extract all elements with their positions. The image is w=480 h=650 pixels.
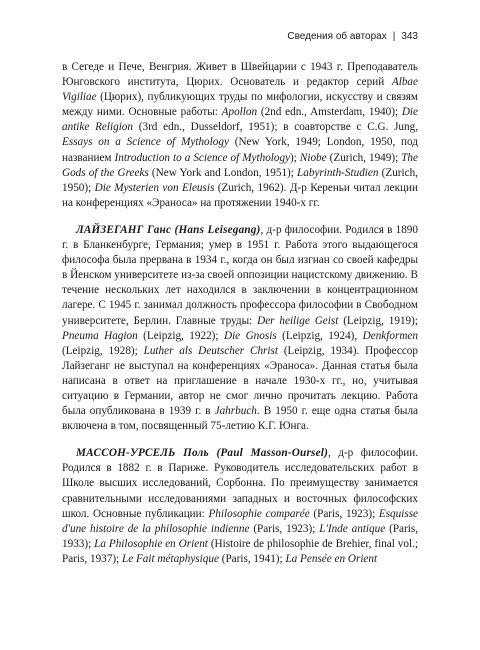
entry-heading: ЛАЙЗЕГАНГ Ганс (Hans Leisegang) [76,223,261,236]
running-head [287,30,418,44]
page-body [62,60,418,567]
entry-masson-oursel: МАССОН-УРСЕЛЬ Поль (Paul Masson-Oursel), д-р философии. Родился в 1882 г. в Париже. Руководитель исследовательских работ в Школе высших исследований, Сорбонна. По преимуществу занимается сравнительными исследованиями западных и восточных философских школ. Основные публикации: Philosophie comparée (Paris, 1923); Esquisse d'une histoire de la philosophie indienne (Paris, 1923); L'Inde antique (Paris, 1933); La Philosophie en Orient (Histoire de philosophie de Brehier, final vol.; Paris, 1937); Le Fait métaphysique (Paris, 1941); La Pensée en Orient [62,447,419,565]
section-title: Сведения об авторах [287,31,387,42]
page-number: 343 [401,31,418,42]
entry-leisegang: ЛАЙЗЕГАНГ Ганс (Hans Leisegang), д-р философии. Родился в 1890 г. в Бланкенбурге, Германия; умер в 1951 г. Работа этого выдающегося философа была прервана в 1934 г., когда он был изгнан со своей кафедры в Йенском университете из-за своей оппозиции нацистскому движению. В течение нескольких лет находился в заключении в концентрационном лагере. С 1945 г. занимал должность профессора философии в Свободном университете, Берлин. Главные труды: Der heilige Geist (Leipzig, 1919); Pneuma Hagion (Leipzig, 1922); Die Gnosis (Leipzig, 1924), Denkformen (Leipzig, 1928); Luther als Deutscher Christ (Leipzig, 1934). Профессор Лайзеганг не выступал на конференциях «Эраноса». Данная статья была написана в ответ на приглашение в начале 1930-х гг., но, учитывая ситуацию в Германии, автор не смог лично прочитать лекцию. Работа была опубликована в 1939 г. в Jahrbuch. В 1950 г. еще одна статья была включена в том, посвященный 75-летию К.Г. Юнга. [62,223,418,433]
paragraph-gap [62,211,418,223]
paragraph-kerenyi-continued: в Сегеде и Пече, Венгрия. Живет в Швейцарии с 1943 г. Преподаватель Юнговского института, Цюрих. Основатель и редактор серий Albae Vigiliae (Цюрих), публикующих труды по мифологии, искусству и связям между ними. Основные работы: Apollon (2nd edn., Amsterdam, 1940); Die antike Religion (3rd edn., Dusseldorf, 1951); в соавторстве с C.G. Jung, Essays on a Science of Mythology (New York, 1949; London, 1950, под названием Introduction to a Science of Mythology); Niobe (Zurich, 1949); The Gods of the Greeks (New York and London, 1951); Labyrinth-Studien (Zurich, 1950); Die Mysterien von Eleusis (Zurich, 1962). Д-р Кереньи читал лекции на конференциях «Эраноса» на протяжении 1940-х гг. [62,61,419,209]
header-divider: | [392,31,396,42]
paragraph-gap [62,434,418,446]
entry-heading: МАССОН-УРСЕЛЬ Поль (Paul Masson-Oursel) [76,447,328,460]
